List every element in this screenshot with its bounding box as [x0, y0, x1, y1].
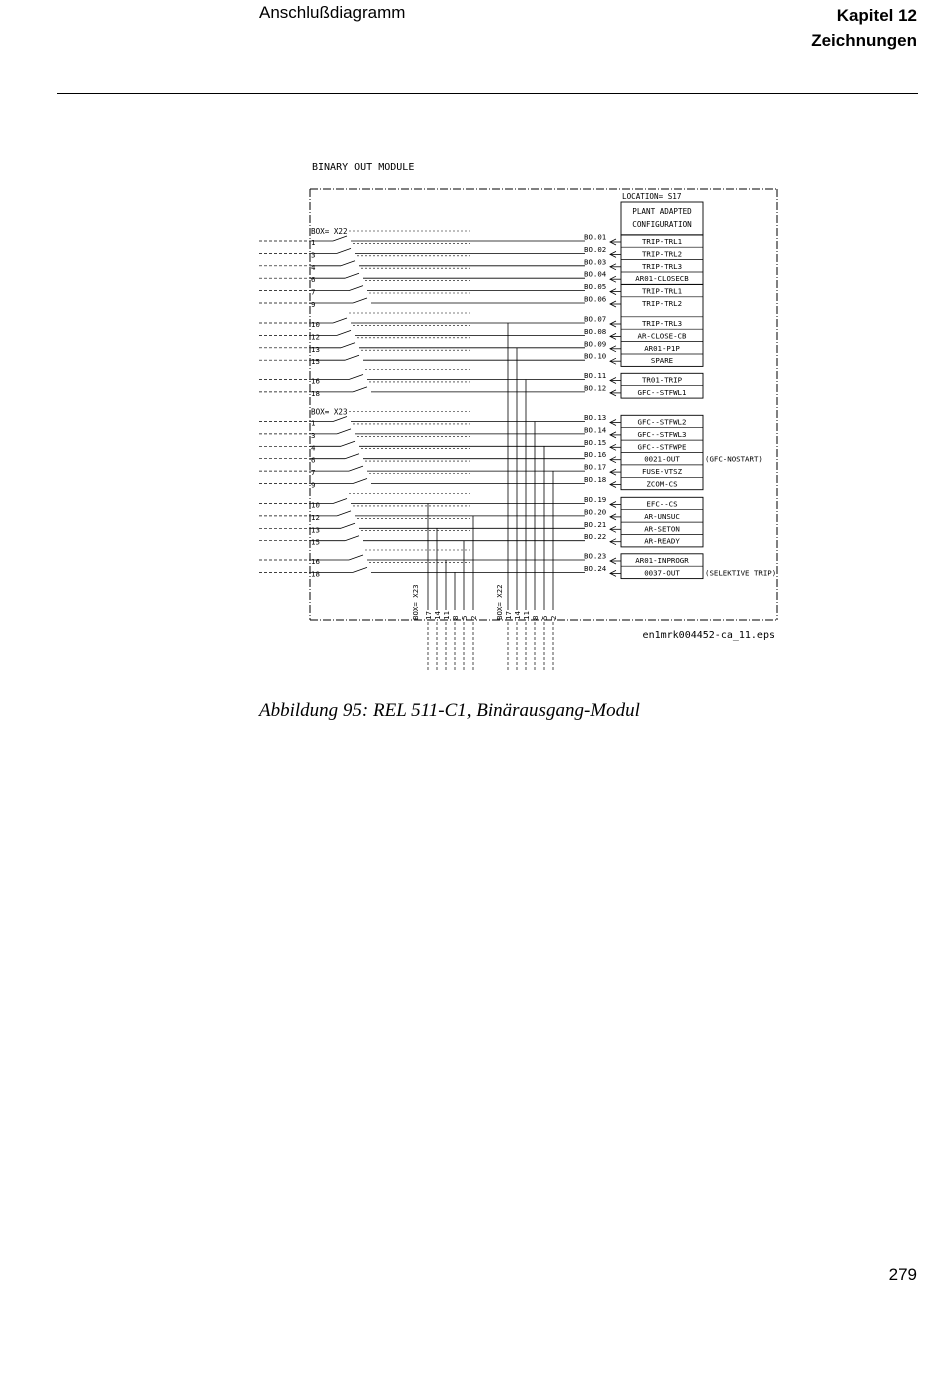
x22-contact-blade: [345, 273, 359, 278]
chapter-title: Zeichnungen: [811, 31, 917, 50]
signal-BO.01: TRIP-TRL1: [641, 237, 683, 246]
x22-contact-blade: [349, 286, 363, 291]
x23-terminal-12: 12: [311, 512, 320, 522]
x22-terminal-1: 1: [311, 238, 316, 247]
signal-BO.06: TRIP-TRL2: [641, 299, 683, 308]
signal-BO.11: TR01-TRIP: [641, 375, 683, 385]
signal-BO.14: GFC--STFWL3: [637, 429, 687, 439]
signal-BO.04: AR01-CLOSECB: [635, 274, 689, 284]
x23-contact-blade: [333, 499, 347, 504]
signal-BO.09: AR01-P1P: [644, 343, 680, 353]
config-title-line2: CONFIGURATION: [632, 220, 692, 229]
signal-BO.17: FUSE-VTSZ: [641, 467, 683, 477]
signal-note-BO.24: (SELEKTIVE TRIP): [705, 568, 777, 578]
x23-terminal-3: 3: [311, 430, 316, 440]
x23-contact-blade: [349, 555, 363, 560]
output-id-BO.11: BO.11: [584, 371, 607, 380]
signal-BO.03: TRIP-TRL3: [641, 261, 683, 271]
signal-BO.20: AR-UNSUC: [644, 511, 680, 521]
x22-terminal-18: 18: [311, 388, 320, 398]
x23-terminal-6: 6: [311, 455, 316, 465]
signal-note-BO.16: (GFC-NOSTART): [705, 454, 763, 464]
output-id-BO.22: BO.22: [584, 532, 607, 542]
output-id-BO.20: BO.20: [584, 507, 607, 517]
output-id-BO.04: BO.04: [584, 269, 607, 279]
signal-BO.05: TRIP-TRL1: [641, 286, 683, 296]
output-id-BO.06: BO.06: [584, 294, 607, 304]
signal-BO.13: GFC--STFWL2: [637, 417, 687, 427]
x22-contact-blade: [353, 298, 367, 303]
signal-BO.12: GFC--STFWL1: [637, 387, 687, 397]
x22-contact-blade: [333, 318, 347, 323]
x23-bottom-terminal-17: 17: [424, 611, 433, 620]
x22-terminal-6: 6: [311, 275, 316, 285]
signal-BO.19: EFC--CS: [646, 499, 678, 509]
x23-contact-blade: [349, 466, 363, 471]
signal-BO.08: AR-CLOSE-CB: [637, 331, 687, 341]
signal-BO.18: ZCOM-CS: [646, 479, 678, 489]
output-id-BO.09: BO.09: [584, 339, 607, 349]
signal-BO.23: AR01-INPROGR: [635, 556, 689, 565]
x22-terminal-10: 10: [311, 320, 320, 329]
config-title-line1: PLANT ADAPTED: [632, 207, 692, 216]
x22-contact-blade: [353, 387, 367, 392]
output-id-BO.15: BO.15: [584, 437, 607, 447]
x22-terminal-9: 9: [311, 300, 316, 309]
x22-contact-blade: [337, 330, 351, 335]
figure-caption: Abbildung 95: REL 511-C1, Binärausgang-Modul: [259, 700, 640, 721]
output-id-BO.12: BO.12: [584, 383, 607, 393]
x23-contact-blade: [345, 536, 359, 541]
signal-BO.21: AR-SETON: [644, 524, 680, 534]
x22-bottom-terminal-5: 5: [540, 615, 549, 620]
signal-BO.10: SPARE: [650, 356, 674, 366]
x22-bottom-terminal-8: 8: [531, 615, 540, 620]
x23-contact-blade: [341, 523, 355, 528]
x23-terminal-1: 1: [311, 418, 316, 428]
output-id-BO.07: BO.07: [584, 314, 607, 324]
signal-BO.24: 0037-OUT: [644, 568, 680, 578]
x23-terminal-7: 7: [311, 468, 316, 478]
signal-BO.02: TRIP-TRL2: [641, 249, 683, 259]
x23-terminal-13: 13: [311, 525, 320, 535]
output-id-BO.16: BO.16: [584, 450, 607, 460]
box-b-bottom-label: BOX= X23: [411, 584, 420, 620]
header-rule: [57, 93, 918, 94]
output-id-BO.05: BO.05: [584, 282, 607, 292]
section-title: Anschlußdiagramm: [259, 3, 406, 22]
signal-BO.15: GFC--STFWPE: [637, 442, 687, 452]
output-id-BO.01: BO.01: [584, 232, 607, 242]
x22-terminal-13: 13: [311, 344, 320, 354]
x22-terminal-16: 16: [311, 376, 320, 386]
x23-bottom-terminal-11: 11: [442, 611, 451, 620]
x23-bottom-terminal-5: 5: [460, 615, 469, 620]
x22-terminal-7: 7: [311, 287, 316, 297]
x23-contact-blade: [341, 441, 355, 446]
file-label: en1mrk004452-ca_11.eps: [642, 630, 775, 641]
wiring-diagram: [255, 150, 785, 680]
output-id-BO.02: BO.02: [584, 244, 607, 254]
signal-BO.22: AR-READY: [644, 536, 680, 546]
output-id-BO.10: BO.10: [584, 351, 607, 361]
signal-BO.07: TRIP-TRL3: [641, 319, 683, 328]
x22-bottom-terminal-17: 17: [504, 611, 513, 620]
x23-contact-blade: [333, 417, 347, 422]
output-id-BO.03: BO.03: [584, 257, 607, 267]
x23-contact-blade: [353, 479, 367, 484]
x23-terminal-16: 16: [311, 557, 320, 566]
x22-terminal-15: 15: [311, 357, 320, 367]
output-id-BO.13: BO.13: [584, 413, 607, 422]
x23-contact-blade: [337, 429, 351, 434]
binary-out-module-diagram: [255, 150, 785, 680]
box-a-bottom-label: BOX= X22: [495, 584, 504, 620]
x22-contact-blade: [341, 343, 355, 348]
x23-terminal-18: 18: [311, 569, 320, 579]
x22-terminal-4: 4: [311, 262, 316, 272]
x22-contact-blade: [349, 375, 363, 380]
output-id-BO.17: BO.17: [584, 462, 607, 472]
output-id-BO.21: BO.21: [584, 519, 607, 529]
x23-contact-blade: [337, 511, 351, 516]
module-title: BINARY OUT MODULE: [312, 162, 415, 173]
x22-bottom-terminal-14: 14: [513, 611, 522, 620]
box-b-label: BOX= X23: [311, 407, 348, 417]
box-a-label: BOX= X22: [311, 227, 348, 236]
x23-contact-blade: [353, 567, 367, 572]
x22-contact-blade: [337, 248, 351, 253]
x23-bottom-terminal-8: 8: [451, 615, 460, 620]
chapter-heading: [811, 3, 917, 53]
output-id-BO.08: BO.08: [584, 326, 607, 336]
x22-contact-blade: [345, 355, 359, 360]
signal-BO.16: 0021-OUT: [644, 454, 680, 464]
output-id-BO.24: BO.24: [584, 563, 607, 573]
x23-terminal-4: 4: [311, 443, 316, 453]
location-label: LOCATION= S17: [622, 192, 682, 201]
x23-bottom-terminal-2: 2: [469, 615, 478, 620]
x22-contact-blade: [341, 261, 355, 266]
output-id-BO.18: BO.18: [584, 475, 607, 484]
x23-bottom-terminal-14: 14: [433, 611, 442, 620]
page-number: 279: [888, 1265, 917, 1284]
x23-terminal-9: 9: [311, 480, 316, 490]
x23-terminal-10: 10: [311, 500, 320, 510]
output-id-BO.19: BO.19: [584, 495, 607, 504]
output-id-BO.14: BO.14: [584, 425, 607, 435]
chapter-number: Kapitel 12: [836, 6, 917, 25]
x22-bottom-terminal-2: 2: [549, 615, 558, 620]
x22-terminal-3: 3: [311, 250, 316, 260]
x23-contact-blade: [345, 454, 359, 459]
x22-terminal-12: 12: [311, 332, 320, 342]
x22-bottom-terminal-11: 11: [522, 611, 531, 620]
x23-terminal-15: 15: [311, 537, 320, 547]
x22-contact-blade: [333, 236, 347, 241]
output-id-BO.23: BO.23: [584, 551, 607, 561]
